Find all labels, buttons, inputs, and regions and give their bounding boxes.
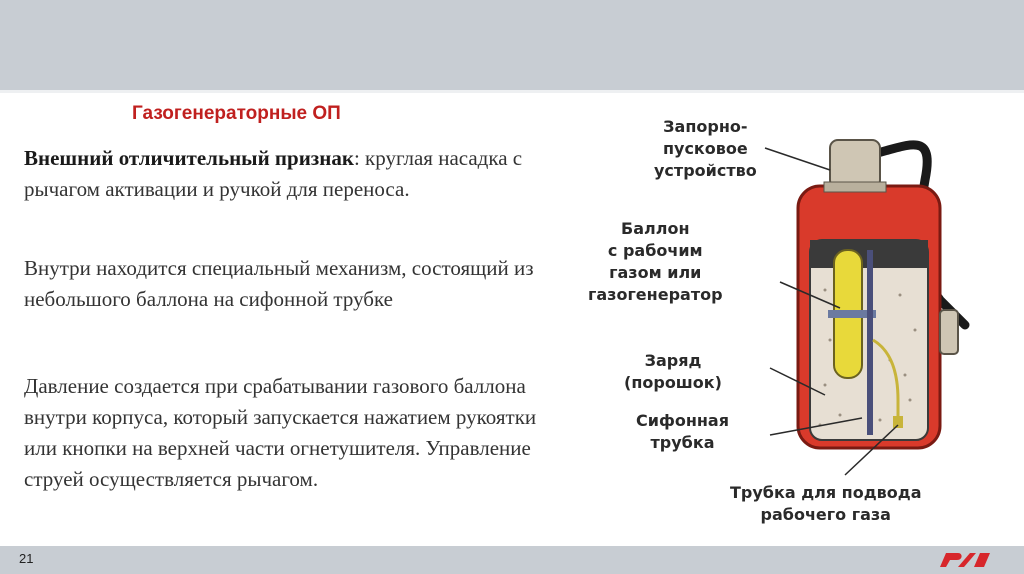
- page-number: 21: [19, 551, 34, 566]
- paragraph-lead-rest: : круглая насадка с рычагом активации и ручкой для переноса.: [24, 146, 523, 201]
- label-cartridge: Баллон с рабочим газом или газогенератор: [588, 219, 723, 304]
- nozzle: [940, 310, 958, 354]
- footer-band: [0, 546, 1024, 574]
- gas-feed-tip: [893, 416, 903, 428]
- header-band: [0, 0, 1024, 90]
- valve-cap: [830, 140, 880, 188]
- extinguisher-drawing: [580, 100, 1000, 540]
- rzd-logo-icon: [936, 549, 992, 571]
- label-siphon: Сифонная трубка: [636, 411, 729, 452]
- paragraph-inner-mechanism: Внутри находится специальный механизм, состоящий из небольшого баллона на сифонной трубке: [24, 256, 534, 311]
- paragraph-pressure: Давление создается при срабатывании газового баллона внутри корпуса, который запускается нажатием рукоятки или кнопки на верхней части огнетушителя. Управление струей осуществляется рычагом.: [24, 374, 537, 491]
- siphon-tube: [867, 250, 873, 435]
- label-charge: Заряд (порошок): [624, 351, 722, 392]
- extinguisher-diagram: [580, 100, 1000, 540]
- slide-title: Газогенераторные ОП: [132, 103, 341, 124]
- label-valve: Запорно- пусковое устройство: [654, 117, 757, 180]
- valve-collar: [824, 182, 886, 192]
- label-gas-tube: Трубка для подвода рабочего газа: [730, 483, 922, 524]
- paragraph-lead-bold: Внешний отличительный признак: [24, 146, 354, 170]
- paragraph-external-sign: [24, 143, 569, 205]
- header-band-edge: [0, 90, 1024, 93]
